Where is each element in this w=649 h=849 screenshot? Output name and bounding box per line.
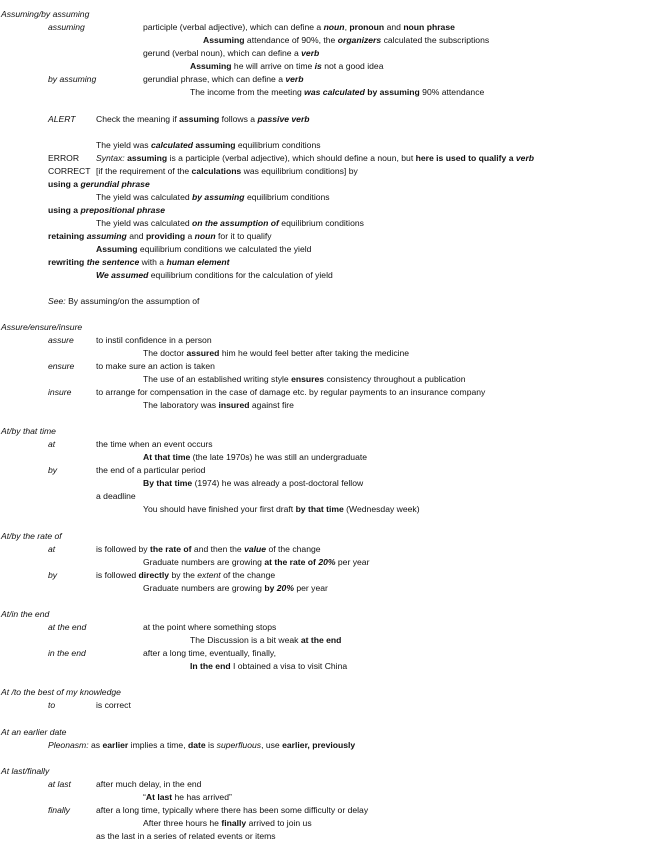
text-line [48,361,74,372]
text-line [143,583,328,594]
text-line [143,504,420,515]
text-line [1,426,56,437]
text-run: is followed [96,570,139,580]
text-run: assuming [195,140,236,150]
text-run: is followed by [96,544,150,554]
text-line [190,61,383,72]
text-run: By that time [143,478,193,488]
text-line [143,622,276,633]
text-run: directly [138,570,170,580]
text-run: Pleonasm: [48,740,89,750]
text-run: At /to the best of my knowledge [1,687,121,697]
text-line [143,400,294,411]
text-line [48,544,55,555]
text-line [48,740,355,751]
text-line [48,335,74,346]
text-run: At that time [143,452,191,462]
text-run: in the end [48,648,86,658]
text-run: ALERT [48,114,76,124]
text-run: Assuming [190,61,232,71]
text-run: At last [145,792,173,802]
text-run: You should have finished your first draft [143,504,296,514]
text-run: after a long time, eventually, finally, [143,648,276,658]
text-run: by [264,583,277,593]
text-run: gerund (verbal noun), which can define a [143,48,302,58]
text-run: a deadline [96,491,136,501]
text-line [48,465,57,476]
text-run: We assumed [96,270,149,280]
text-line [143,348,409,359]
text-line [48,74,96,85]
text-run: Check the meaning if [96,114,180,124]
text-run: calculated the subscriptions [381,35,490,45]
text-line [48,22,85,33]
text-run: is [314,61,322,71]
text-run: for it to qualify [215,231,272,241]
text-run: equilibrium conditions [244,192,330,202]
text-run: him he would feel better after taking the medicine [219,348,410,358]
text-run: providing [145,231,186,241]
text-run: follows a [219,114,258,124]
text-line [1,727,66,738]
text-run: using a [48,205,81,215]
text-line [96,192,330,203]
text-run: CORRECT [48,166,91,176]
text-line [96,361,215,372]
text-run: assure [48,335,74,345]
text-line [96,439,213,450]
text-line [96,700,131,711]
text-run: By assuming/on the assumption of [65,296,200,306]
text-line [96,465,205,476]
text-run: as the last in a series of related events or items [96,831,276,841]
text-run: passive verb [257,114,310,124]
text-run: verb [285,74,304,84]
text-run: Graduate numbers are growing [143,583,265,593]
text-line [1,609,49,620]
text-line [48,231,272,242]
text-run: 90% attendance [419,87,485,97]
text-run: The yield was [96,140,151,150]
text-run: pronoun [349,22,385,32]
text-run: implies a time, [128,740,188,750]
text-line [96,218,364,229]
text-run: by that time [295,504,344,514]
text-run: after much delay, in the end [96,779,202,789]
text-line [48,205,165,216]
text-run: , [344,22,350,32]
text-run: Assuming/by assuming [1,9,90,19]
text-line [96,831,276,842]
text-run: against fire [249,400,294,410]
text-line [1,531,62,542]
text-run: to instil confidence in a person [96,335,212,345]
text-line [48,166,91,177]
text-run: The use of an established writing style [143,374,292,384]
text-line [96,270,333,281]
text-run: calculations [191,166,242,176]
text-run: assuming [48,22,85,32]
text-run: (the late 1970s) he was still an undergraduate [190,452,368,462]
text-run: of the change [220,570,276,580]
text-run: In the end [190,661,231,671]
text-run: retaining [48,231,87,241]
text-run: by assuming [192,192,245,202]
text-run: earlier [102,740,129,750]
text-run: equilibrium conditions for the calculation of yield [148,270,333,280]
text-run: gerundial phrase [80,179,150,189]
text-line [96,779,201,790]
text-line [96,387,485,398]
text-run: by assuming [367,87,420,97]
text-line [48,805,70,816]
text-run: ensure [48,361,75,371]
text-run: equilibrium conditions [278,218,364,228]
text-run: he will arrive on time [231,61,315,71]
text-line [96,244,311,255]
text-line [1,9,89,20]
text-run: is a participle (verbal adjective), which should define a noun, but [167,153,416,163]
text-run: human element [166,257,230,267]
text-run: is [205,740,217,750]
text-run: on the assumption of [192,218,279,228]
text-run: by assuming [48,74,97,84]
text-run: , use [261,740,283,750]
text-run: The Discussion is a bit weak [190,635,301,645]
text-line [190,635,341,646]
text-run: and [126,231,146,241]
text-run: See: [48,296,66,306]
text-run: as [88,740,103,750]
text-run: verb [301,48,320,58]
text-line [48,153,79,164]
text-run: he has arrived” [172,792,232,802]
text-run: to [48,700,56,710]
text-run: Assuming [96,244,138,254]
text-run: Assure/ensure/insure [1,322,83,332]
text-run: At/by the rate of [1,531,62,541]
text-line [96,805,368,816]
text-run: date [187,740,206,750]
text-run: The yield was calculated [96,218,193,228]
text-line [96,491,136,502]
text-run: equilibrium conditions [235,140,321,150]
text-run: assuming [127,153,168,163]
text-line [48,648,86,659]
text-run: here is used to qualify a [415,153,516,163]
text-run: arrived to join us [246,818,312,828]
text-run: at the end [48,622,87,632]
text-run: finally [48,805,70,815]
text-run: noun phrase [403,22,455,32]
text-line [96,166,358,177]
text-line [190,87,484,98]
text-line [48,257,230,268]
text-run: the end of a particular period [96,465,206,475]
text-run: using a [48,179,81,189]
text-line [96,153,534,164]
text-run: equilibrium conditions we calculated the yield [137,244,312,254]
text-run: at last [48,779,71,789]
text-line [48,179,150,190]
text-line [203,35,489,46]
text-line [143,792,232,803]
text-run: at the end [300,635,342,645]
text-run: the sentence [86,257,140,267]
text-run: ERROR [48,153,80,163]
text-line [48,779,71,790]
text-run: consistency throughout a publication [324,374,466,384]
text-line [48,114,76,125]
text-line [96,335,212,346]
text-run: at the point where something stops [143,622,277,632]
text-line [190,661,347,672]
text-line [48,622,86,633]
text-run: Graduate numbers are growing [143,557,265,567]
text-run: calculated [150,140,193,150]
text-run: insure [48,387,72,397]
text-run: I obtained a visa to visit China [230,661,348,671]
text-line [96,140,321,151]
text-run: is correct [96,700,131,710]
text-run: 20% [318,557,336,567]
text-run: per year [293,583,328,593]
text-line [1,766,49,777]
text-run: noun [323,22,345,32]
text-line [143,557,369,568]
text-run: “ [143,792,146,802]
text-run: rewriting [48,257,87,267]
text-run: The yield was calculated [96,192,193,202]
text-line [1,322,82,333]
text-run: After three hours he [143,818,222,828]
text-run: participle (verbal adjective), which can define a [143,22,324,32]
text-run: the rate of [149,544,192,554]
text-run: by [48,465,58,475]
text-line [143,22,455,33]
text-run: verb [515,153,535,163]
text-line [143,48,319,59]
text-line [143,818,312,829]
text-run: insured [218,400,250,410]
text-run: The laboratory was [143,400,219,410]
text-run: Syntax: [96,153,125,163]
text-run: (Wednesday week) [343,504,420,514]
text-line [143,452,367,463]
text-line [96,570,275,581]
text-run: At an earlier date [1,727,67,737]
text-line [143,648,276,659]
text-run: per year [335,557,370,567]
text-run: to make sure an action is taken [96,361,215,371]
text-run: after a long time, typically where there has been some difficulty or delay [96,805,369,815]
text-line [1,687,121,698]
text-run: to arrange for compensation in the case of damage etc. by regular payments to an insurance company [96,387,486,397]
text-run: and [384,22,404,32]
text-run: The income from the meeting [190,87,305,97]
text-run: by [48,570,58,580]
text-run: At/by that time [1,426,56,436]
text-run: Assuming [203,35,245,45]
text-line [143,478,363,489]
text-run: was calculated [304,87,365,97]
text-run: not a good idea [321,61,384,71]
text-run: at [48,439,56,449]
text-run: a [185,231,195,241]
text-line [96,114,310,125]
text-line [48,296,199,307]
text-run: of the change [266,544,321,554]
text-run: ensures [291,374,325,384]
text-run: 20% [276,583,294,593]
text-run: with a [139,257,167,267]
text-run: organizers [337,35,382,45]
text-run: The doctor [143,348,187,358]
text-run: and then the [191,544,245,554]
text-run: At last/finally [1,766,50,776]
text-run: assured [186,348,220,358]
text-line [96,544,321,555]
text-run: assuming [86,231,127,241]
text-run: noun [194,231,216,241]
text-line [48,570,57,581]
text-run: gerundial phrase, which can define a [143,74,286,84]
text-line [48,439,55,450]
text-run: by the [169,570,198,580]
text-run: superfluous [216,740,262,750]
text-run: attendance of 90%, the [244,35,338,45]
text-run: was equilibrium conditions] by [241,166,358,176]
text-run: At/in the end [1,609,50,619]
text-run: earlier, previously [282,740,356,750]
text-line [48,387,71,398]
text-run: assuming [179,114,220,124]
text-run: extent [197,570,221,580]
text-run: at [48,544,56,554]
text-line [143,74,304,85]
text-run: (1974) he was already a post-doctoral fellow [192,478,364,488]
text-run: at the rate of [264,557,319,567]
text-run: prepositional phrase [80,205,166,215]
text-run: the time when an event occurs [96,439,213,449]
text-line [48,700,55,711]
text-run: [if the requirement of the [96,166,192,176]
text-line [143,374,465,385]
text-run: value [244,544,267,554]
text-run: finally [221,818,247,828]
